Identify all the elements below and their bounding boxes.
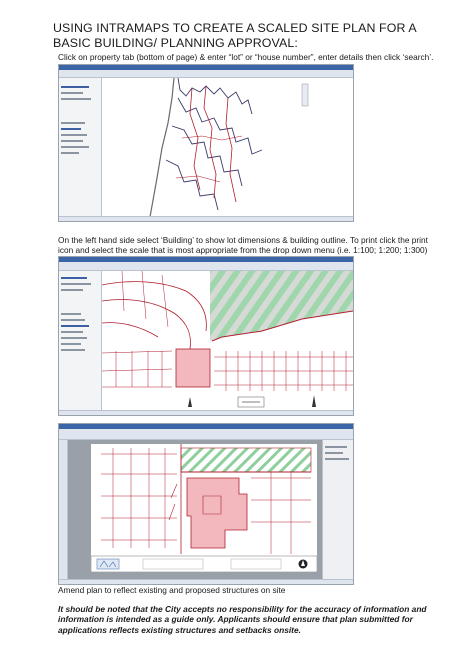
overview-map-drawing [102,78,353,217]
overview-map-canvas [102,78,353,217]
screenshot-print-layout [58,423,354,585]
status-bar [59,216,353,221]
step-2-instruction: On the left hand side select ‘Building’ to show lot dimensions & building outline. To print click the print icon and select the scale that is most appropriate from the drop down menu (i.e. 1:100; 1:200; 1:300) [58,235,428,256]
app-toolbar [59,70,353,78]
city-logo-icon [97,559,119,569]
print-page-drawing [91,444,317,572]
building-map-canvas [102,271,353,411]
step-3-instruction: Amend plan to reflect existing and proposed structures on site [58,585,286,595]
screenshot-overview-map [58,64,354,222]
north-arrow-icon [188,397,192,407]
editor-toolbar [59,429,353,440]
print-page [91,444,317,572]
disclaimer-note: It should be noted that the City accepts no responsibility for the accuracy of information and information is intended as a guide only. Applicants should ensure that plan submitted for applications reflects existing structures and setbacks onsite. [58,604,427,635]
layer-panel [59,78,102,217]
page-title: USING INTRAMAPS TO CREATE A SCALED SITE PLAN FOR A BASIC BUILDING/ PLANNING APPROVAL: [53,21,417,50]
screenshot-building-layer [58,256,354,416]
layer-panel [59,271,102,411]
status-bar [59,410,353,415]
drawing-tools-bar [59,440,68,580]
app-toolbar [59,262,353,271]
building-map-drawing [102,271,353,411]
north-arrow-icon [312,395,316,407]
properties-panel [322,440,353,580]
status-bar [59,579,353,584]
north-arrow-icon [299,560,308,569]
step-1-instruction: Click on property tab (bottom of page) & enter “lot” or “house number”, enter details then click ‘search’. [58,52,434,62]
